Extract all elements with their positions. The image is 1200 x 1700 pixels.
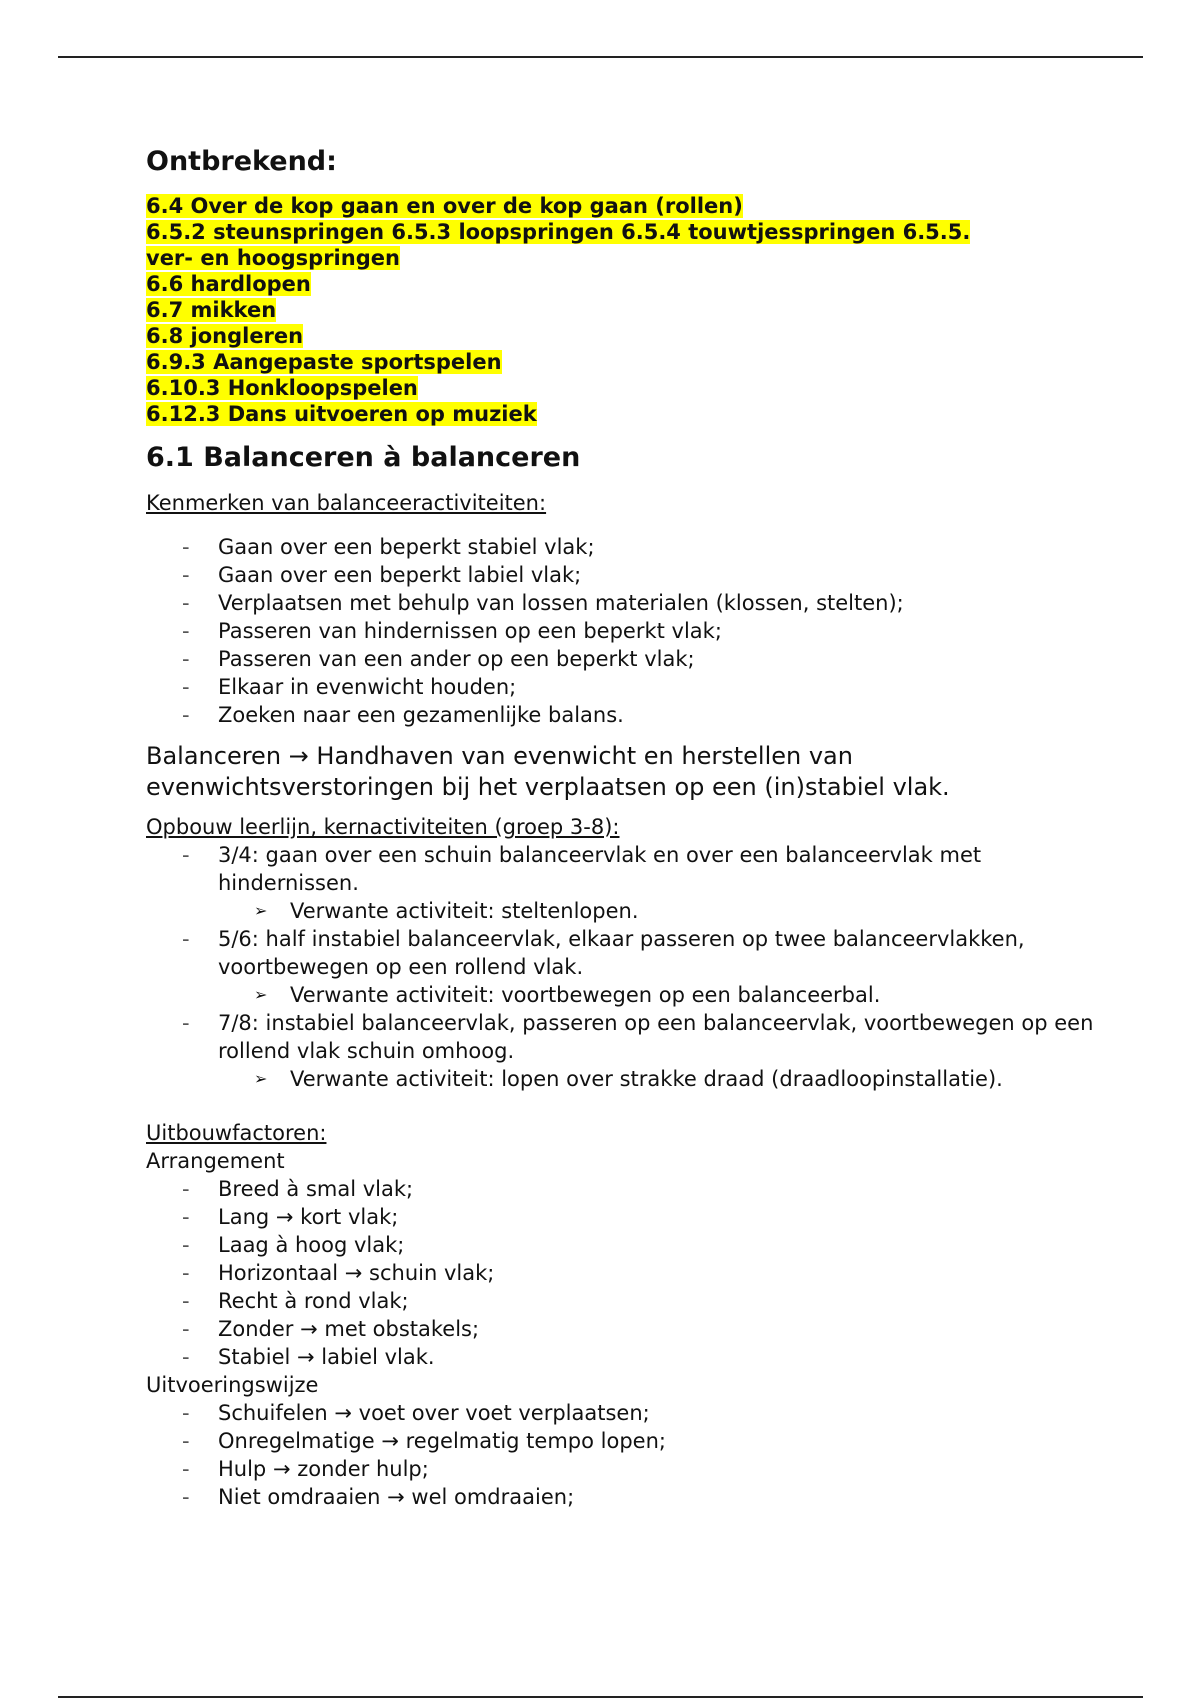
list-item: - 7/8: instabiel balanceervlak, passeren op een balanceervlak, voortbewegen op een rollend vlak schuin omhoog. ➢ Verwante activiteit: lopen over strakke draad (draadloopinstallatie). [182,1009,1106,1093]
missing-item: 6.9.3 Aangepaste sportspelen [146,350,502,374]
list-item: - Passeren van hindernissen op een beperkt vlak; [182,617,1106,645]
list-item: - Passeren van een ander op een beperkt vlak; [182,645,1106,673]
document-body [146,145,1106,1511]
list-item: - Breed à smal vlak; [182,1175,1106,1203]
header-rule [58,56,1143,58]
section-title: 6.1 Balanceren à balanceren [146,442,581,473]
uitbouw-label: Uitbouwfactoren: [146,1121,327,1145]
uitvoering-list [146,1399,1106,1511]
sub-list-item: ➢ Verwante activiteit: voortbewegen op een balanceerbal. [254,981,1106,1009]
sub-list-item: ➢ Verwante activiteit: lopen over strakke draad (draadloopinstallatie). [254,1065,1106,1093]
list-item: - Hulp → zonder hulp; [182,1455,1106,1483]
list-item: - Gaan over een beperkt labiel vlak; [182,561,1106,589]
balanceren-definition: Balanceren → Handhaven van evenwicht en herstellen van evenwichtsverstoringen bij het verplaatsen op een (in)stabiel vlak. [146,742,950,801]
list-item: - Schuifelen → voet over voet verplaatsen; [182,1399,1106,1427]
arrangement-list [146,1175,1106,1371]
missing-item: 6.7 mikken [146,298,277,322]
footer-rule [58,1696,1143,1698]
missing-item: 6.12.3 Dans uitvoeren op muziek [146,402,537,426]
kenmerken-list [146,533,1106,729]
list-item: - 3/4: gaan over een schuin balanceervlak en over een balanceervlak met hindernissen. ➢ Verwante activiteit: steltenlopen. [182,841,1106,925]
list-item: - Stabiel → labiel vlak. [182,1343,1106,1371]
missing-item: 6.6 hardlopen [146,272,311,296]
missing-list [146,193,1106,427]
missing-item: 6.10.3 Honkloopspelen [146,376,418,400]
list-item: - Niet omdraaien → wel omdraaien; [182,1483,1106,1511]
sub-list-item: ➢ Verwante activiteit: steltenlopen. [254,897,1106,925]
missing-item: 6.5.2 steunspringen 6.5.3 loopspringen 6.5.4 touwtjesspringen 6.5.5. [146,220,971,244]
list-item: - Onregelmatige → regelmatig tempo lopen; [182,1427,1106,1455]
opbouw-label: Opbouw leerlijn, kernactiviteiten (groep 3-8): [146,815,620,839]
kenmerken-label: Kenmerken van balanceeractiviteiten: [146,491,547,515]
list-item: - Lang → kort vlak; [182,1203,1106,1231]
list-item: - Zonder → met obstakels; [182,1315,1106,1343]
list-item: - Verplaatsen met behulp van lossen materialen (klossen, stelten); [182,589,1106,617]
uitvoering-label: Uitvoeringswijze [146,1373,319,1397]
list-item: - Horizontaal → schuin vlak; [182,1259,1106,1287]
missing-heading: Ontbrekend: [146,146,337,177]
list-item: - Elkaar in evenwicht houden; [182,673,1106,701]
list-item: - Gaan over een beperkt stabiel vlak; [182,533,1106,561]
list-item: - Recht à rond vlak; [182,1287,1106,1315]
list-item: - Laag à hoog vlak; [182,1231,1106,1259]
arrangement-label: Arrangement [146,1149,285,1173]
list-item: - Zoeken naar een gezamenlijke balans. [182,701,1106,729]
opbouw-list [146,841,1106,1093]
list-item: - 5/6: half instabiel balanceervlak, elkaar passeren op twee balanceervlakken, voortbewegen op een rollend vlak. ➢ Verwante activiteit: voortbewegen op een balanceerbal. [182,925,1106,1009]
missing-item: ver- en hoogspringen [146,246,400,270]
missing-item: 6.8 jongleren [146,324,304,348]
missing-item: 6.4 Over de kop gaan en over de kop gaan (rollen) [146,194,743,218]
